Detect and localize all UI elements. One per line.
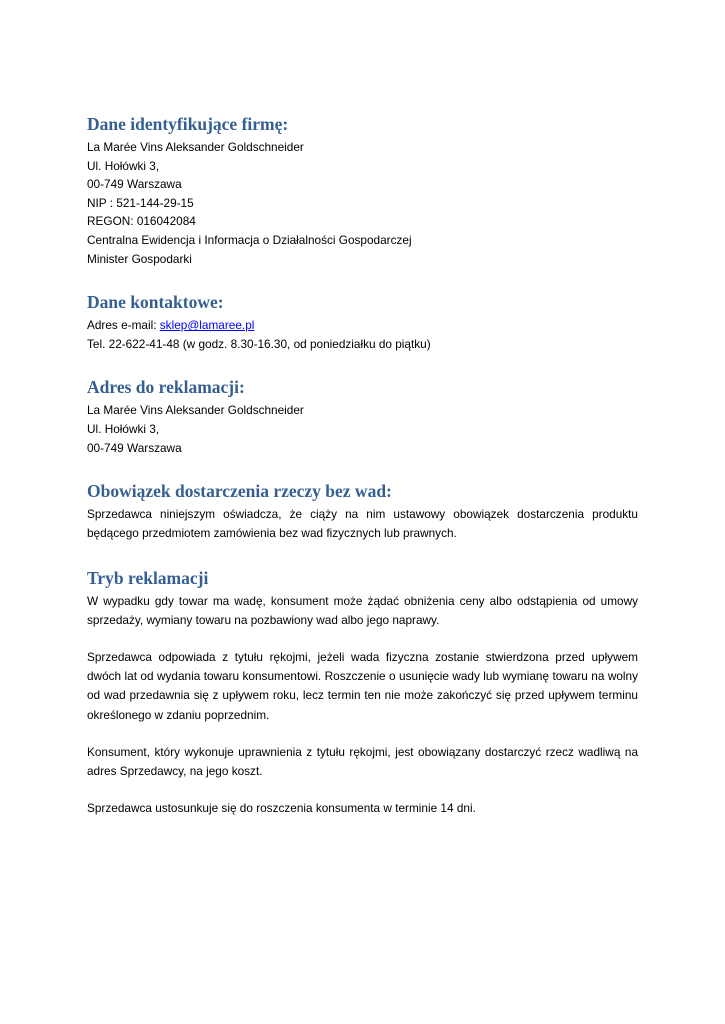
company-line: NIP : 521-144-29-15 [87,195,194,210]
procedure-heading: Tryb reklamacji [87,567,209,588]
address-line: La Marée Vins Aleksander Goldschneider [87,403,304,418]
contact-heading: Dane kontaktowe: [87,292,224,313]
procedure-paragraph: Sprzedawca odpowiada z tytułu rękojmi, jeżeli wada fizyczna zostanie stwierdzona przed upływem dwóch lat od wydania towaru konsumentowi. Roszczenie o usunięcie wady lub wymianę towaru na wolny od wad przedawnia się z upływem roku, lecz termin ten nie może zakończyć się przed upływem terminu określonego w zdaniu poprzednim. [87,649,638,722]
procedure-paragraph: W wypadku gdy towar ma wadę, konsument może żądać obniżenia ceny albo odstąpienia od umowy sprzedaży, wymiany towaru na pozbawiony wad albo jego naprawy. [87,593,638,627]
phone-line: Tel. 22-622-41-48 (w godz. 8.30-16.30, od poniedziałku do piątku) [87,336,431,351]
company-line: La Marée Vins Aleksander Goldschneider [87,140,304,154]
procedure-section [87,566,638,819]
company-heading: Dane identyfikujące firmę: [87,114,289,134]
company-line: REGON: 016042084 [87,214,196,229]
company-section [87,112,638,268]
obligation-paragraph: Sprzedawca niniejszym oświadcza, że ciąży na nim ustawowy obowiązek dostarczenia produktu będącego przedmiotem zamówienia bez wad fizycznych lub prawnych. [87,507,638,541]
company-line: Ul. Hołówki 3, [87,158,160,173]
complaints-address-heading: Adres do reklamacji: [87,377,245,398]
obligation-heading: Obowiązek dostarczenia rzeczy bez wad: [87,481,392,502]
document-page [87,112,638,840]
email-link[interactable]: sklep@lamaree.pl [159,318,255,333]
address-line: Ul. Hołówki 3, [87,421,160,436]
address-line: 00-749 Warszawa [87,440,182,455]
complaints-address-section [87,375,638,457]
procedure-paragraph: Konsument, który wykonuje uprawnienia z tytułu rękojmi, jest obowiązany dostarczyć rzecz wadliwą na adres Sprzedawcy, na jego koszt. [87,744,638,778]
company-line: Minister Gospodarki [87,251,192,266]
obligation-section [87,479,638,543]
email-label: Adres e-mail: [87,318,160,333]
email-line [87,316,638,335]
company-line: Centralna Ewidencja i Informacja o Działalności Gospodarczej [87,232,412,247]
contact-section [87,290,638,353]
company-line: 00-749 Warszawa [87,177,182,192]
procedure-paragraph: Sprzedawca ustosunkuje się do roszczenia konsumenta w terminie 14 dni. [87,801,476,816]
